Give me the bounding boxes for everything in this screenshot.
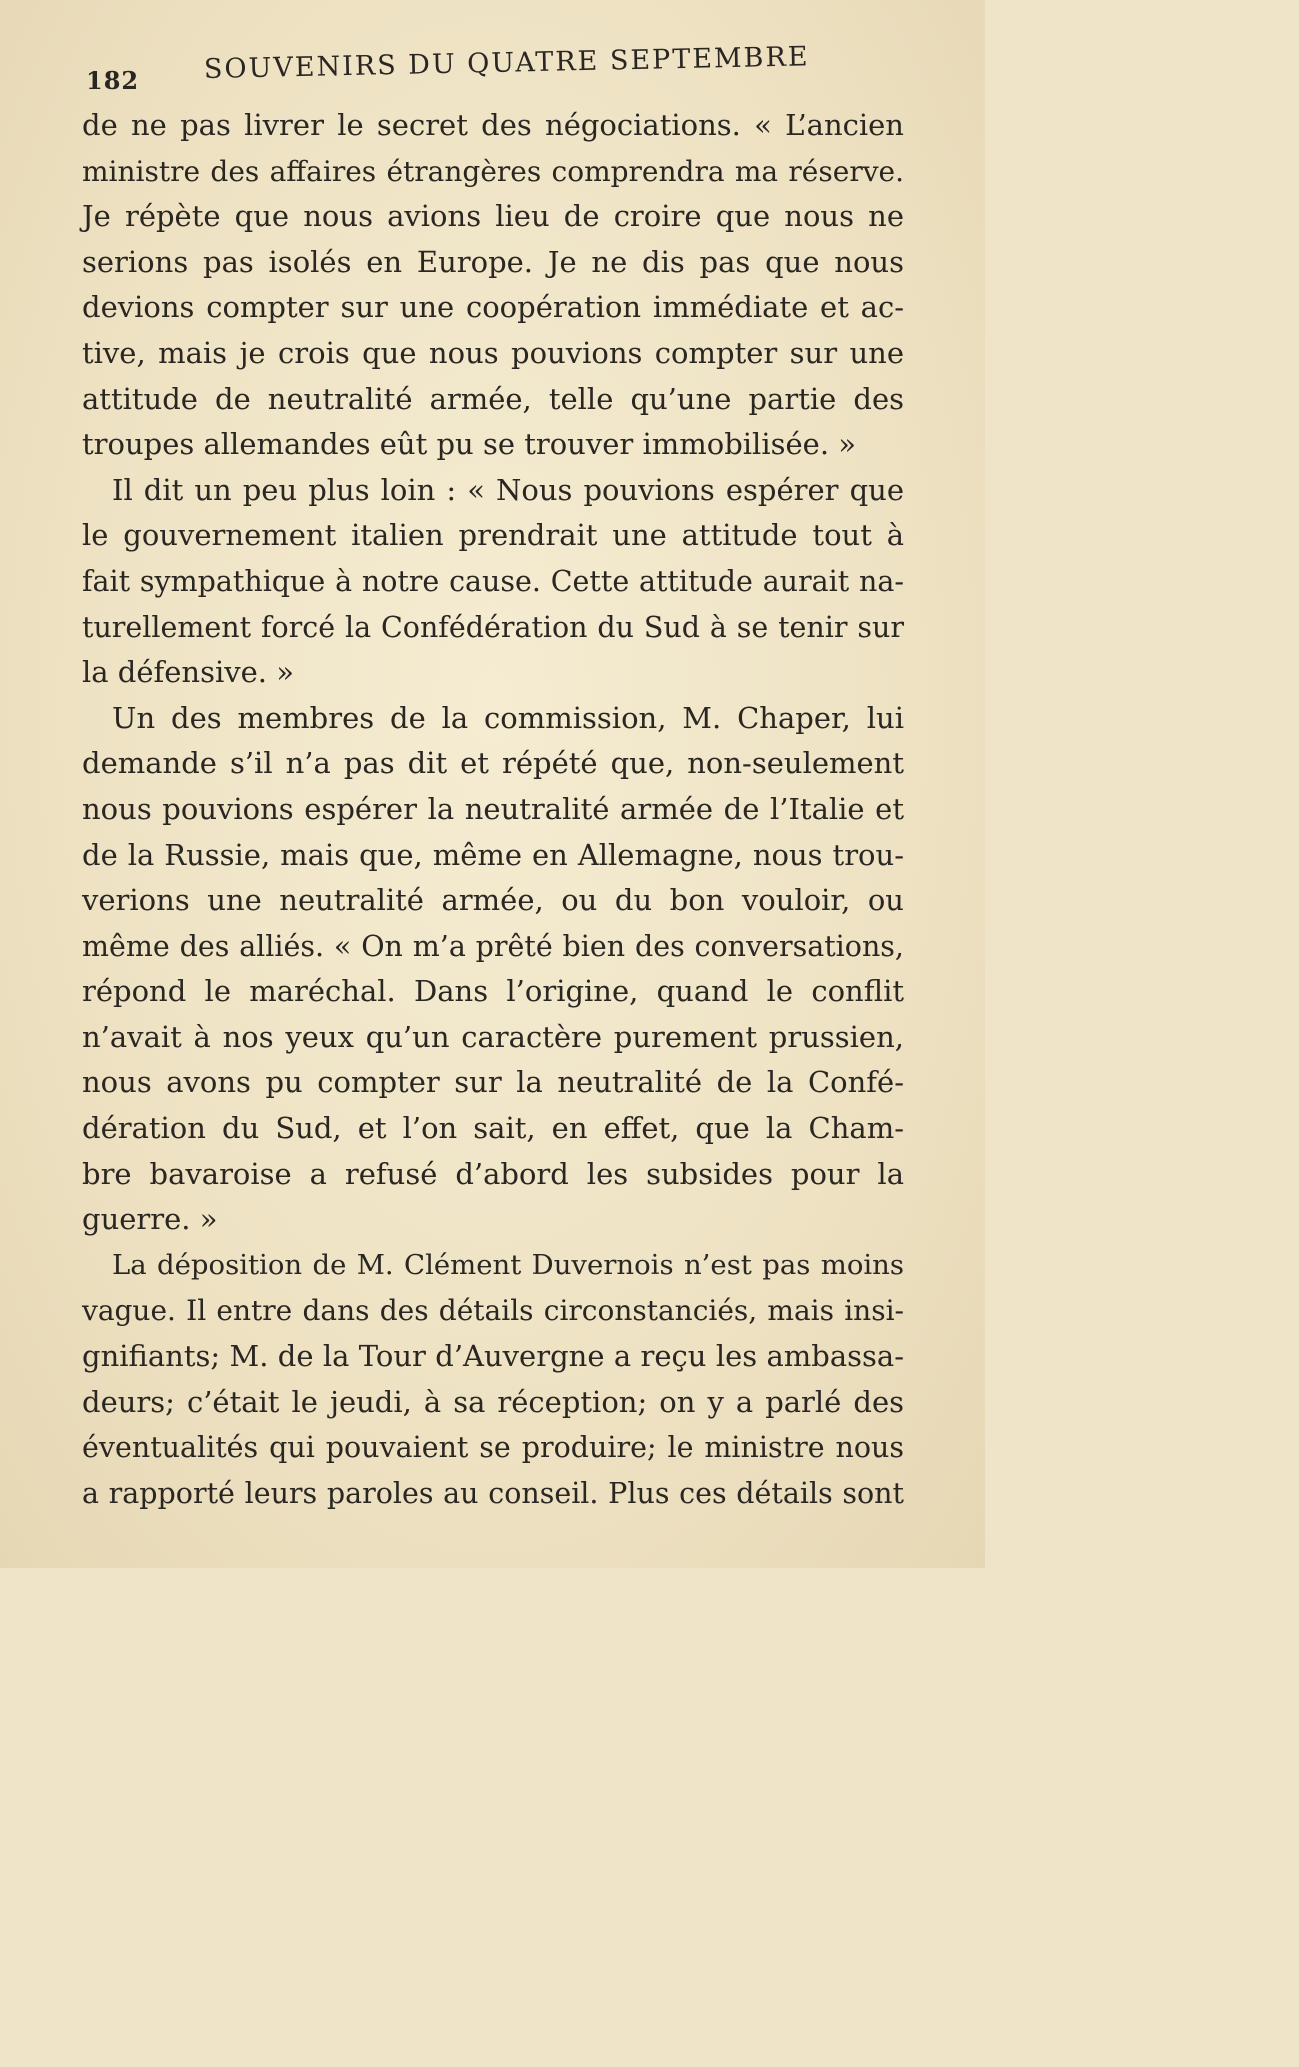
text-line: nous pouvions espérer la neutralité armée de l’Italie et <box>82 791 904 826</box>
text-line: dération du Sud, et l’on sait, en effet, que la Cham- <box>82 1111 904 1146</box>
text-line: répond le maréchal. Dans l’origine, quand le conflit <box>82 974 904 1009</box>
text-line: La déposition de M. Clément Duvernois n’est pas moins <box>112 1248 904 1281</box>
text-line: troupes allemandes eût pu se trouver immobilisée. » <box>82 427 856 462</box>
running-head <box>86 41 810 95</box>
text-line: Il dit un peu plus loin : « Nous pouvions espérer que <box>112 472 904 507</box>
text-line: même des alliés. « On m’a prêté bien des conversations, <box>82 929 904 963</box>
text-line: le gouvernement italien prendrait une attitude tout à <box>82 518 904 553</box>
text-line: serions pas isolés en Europe. Je ne dis pas que nous <box>82 244 904 279</box>
page-number: 182 <box>86 66 140 95</box>
text-line: de ne pas livrer le secret des négociations. « L’ancien <box>82 108 904 142</box>
text-line: verions une neutralité armée, ou du bon vouloir, ou <box>82 883 904 918</box>
text-line: tive, mais je crois que nous pouvions compter sur une <box>82 335 904 370</box>
body-text <box>82 103 904 1516</box>
text-line: a rapporté leurs paroles au conseil. Plus ces détails sont <box>82 1476 904 1510</box>
text-line: gnifiants; M. de la Tour d’Auvergne a reçu les ambassa- <box>82 1339 904 1374</box>
text-line: de la Russie, mais que, même en Allemagne, nous trou- <box>82 837 904 872</box>
text-line: fait sympathique à notre cause. Cette attitude aurait na- <box>82 564 904 598</box>
running-title: SOUVENIRS DU QUATRE SEPTEMBRE <box>203 41 810 85</box>
text-line: bre bavaroise a refusé d’abord les subsides pour la <box>82 1156 904 1191</box>
text-line: vague. Il entre dans des détails circonstanciés, mais insi- <box>82 1294 904 1328</box>
text-line: Un des membres de la commission, M. Chaper, lui <box>112 700 904 735</box>
text-line: nous avons pu compter sur la neutralité de la Confé- <box>82 1065 904 1100</box>
text-line: demande s’il n’a pas dit et répété que, non-seulement <box>82 746 904 781</box>
text-line: guerre. » <box>82 1202 218 1237</box>
text-line: deurs; c’était le jeudi, à sa réception; on y a parlé des <box>82 1384 904 1419</box>
text-line: devions compter sur une coopération immédiate et ac- <box>82 290 904 325</box>
text-line: attitude de neutralité armée, telle qu’une partie des <box>82 381 904 416</box>
text-line: n’avait à nos yeux qu’un caractère purement prussien, <box>82 1019 904 1054</box>
text-line: éventualités qui pouvaient se produire; le ministre nous <box>82 1431 904 1465</box>
text-line: ministre des affaires étrangères comprendra ma réserve. <box>82 154 904 188</box>
text-line: turellement forcé la Confédération du Sud à se tenir sur <box>82 610 904 644</box>
text-line: Je répète que nous avions lieu de croire que nous ne <box>82 199 904 234</box>
text-line: la défensive. » <box>82 655 294 690</box>
